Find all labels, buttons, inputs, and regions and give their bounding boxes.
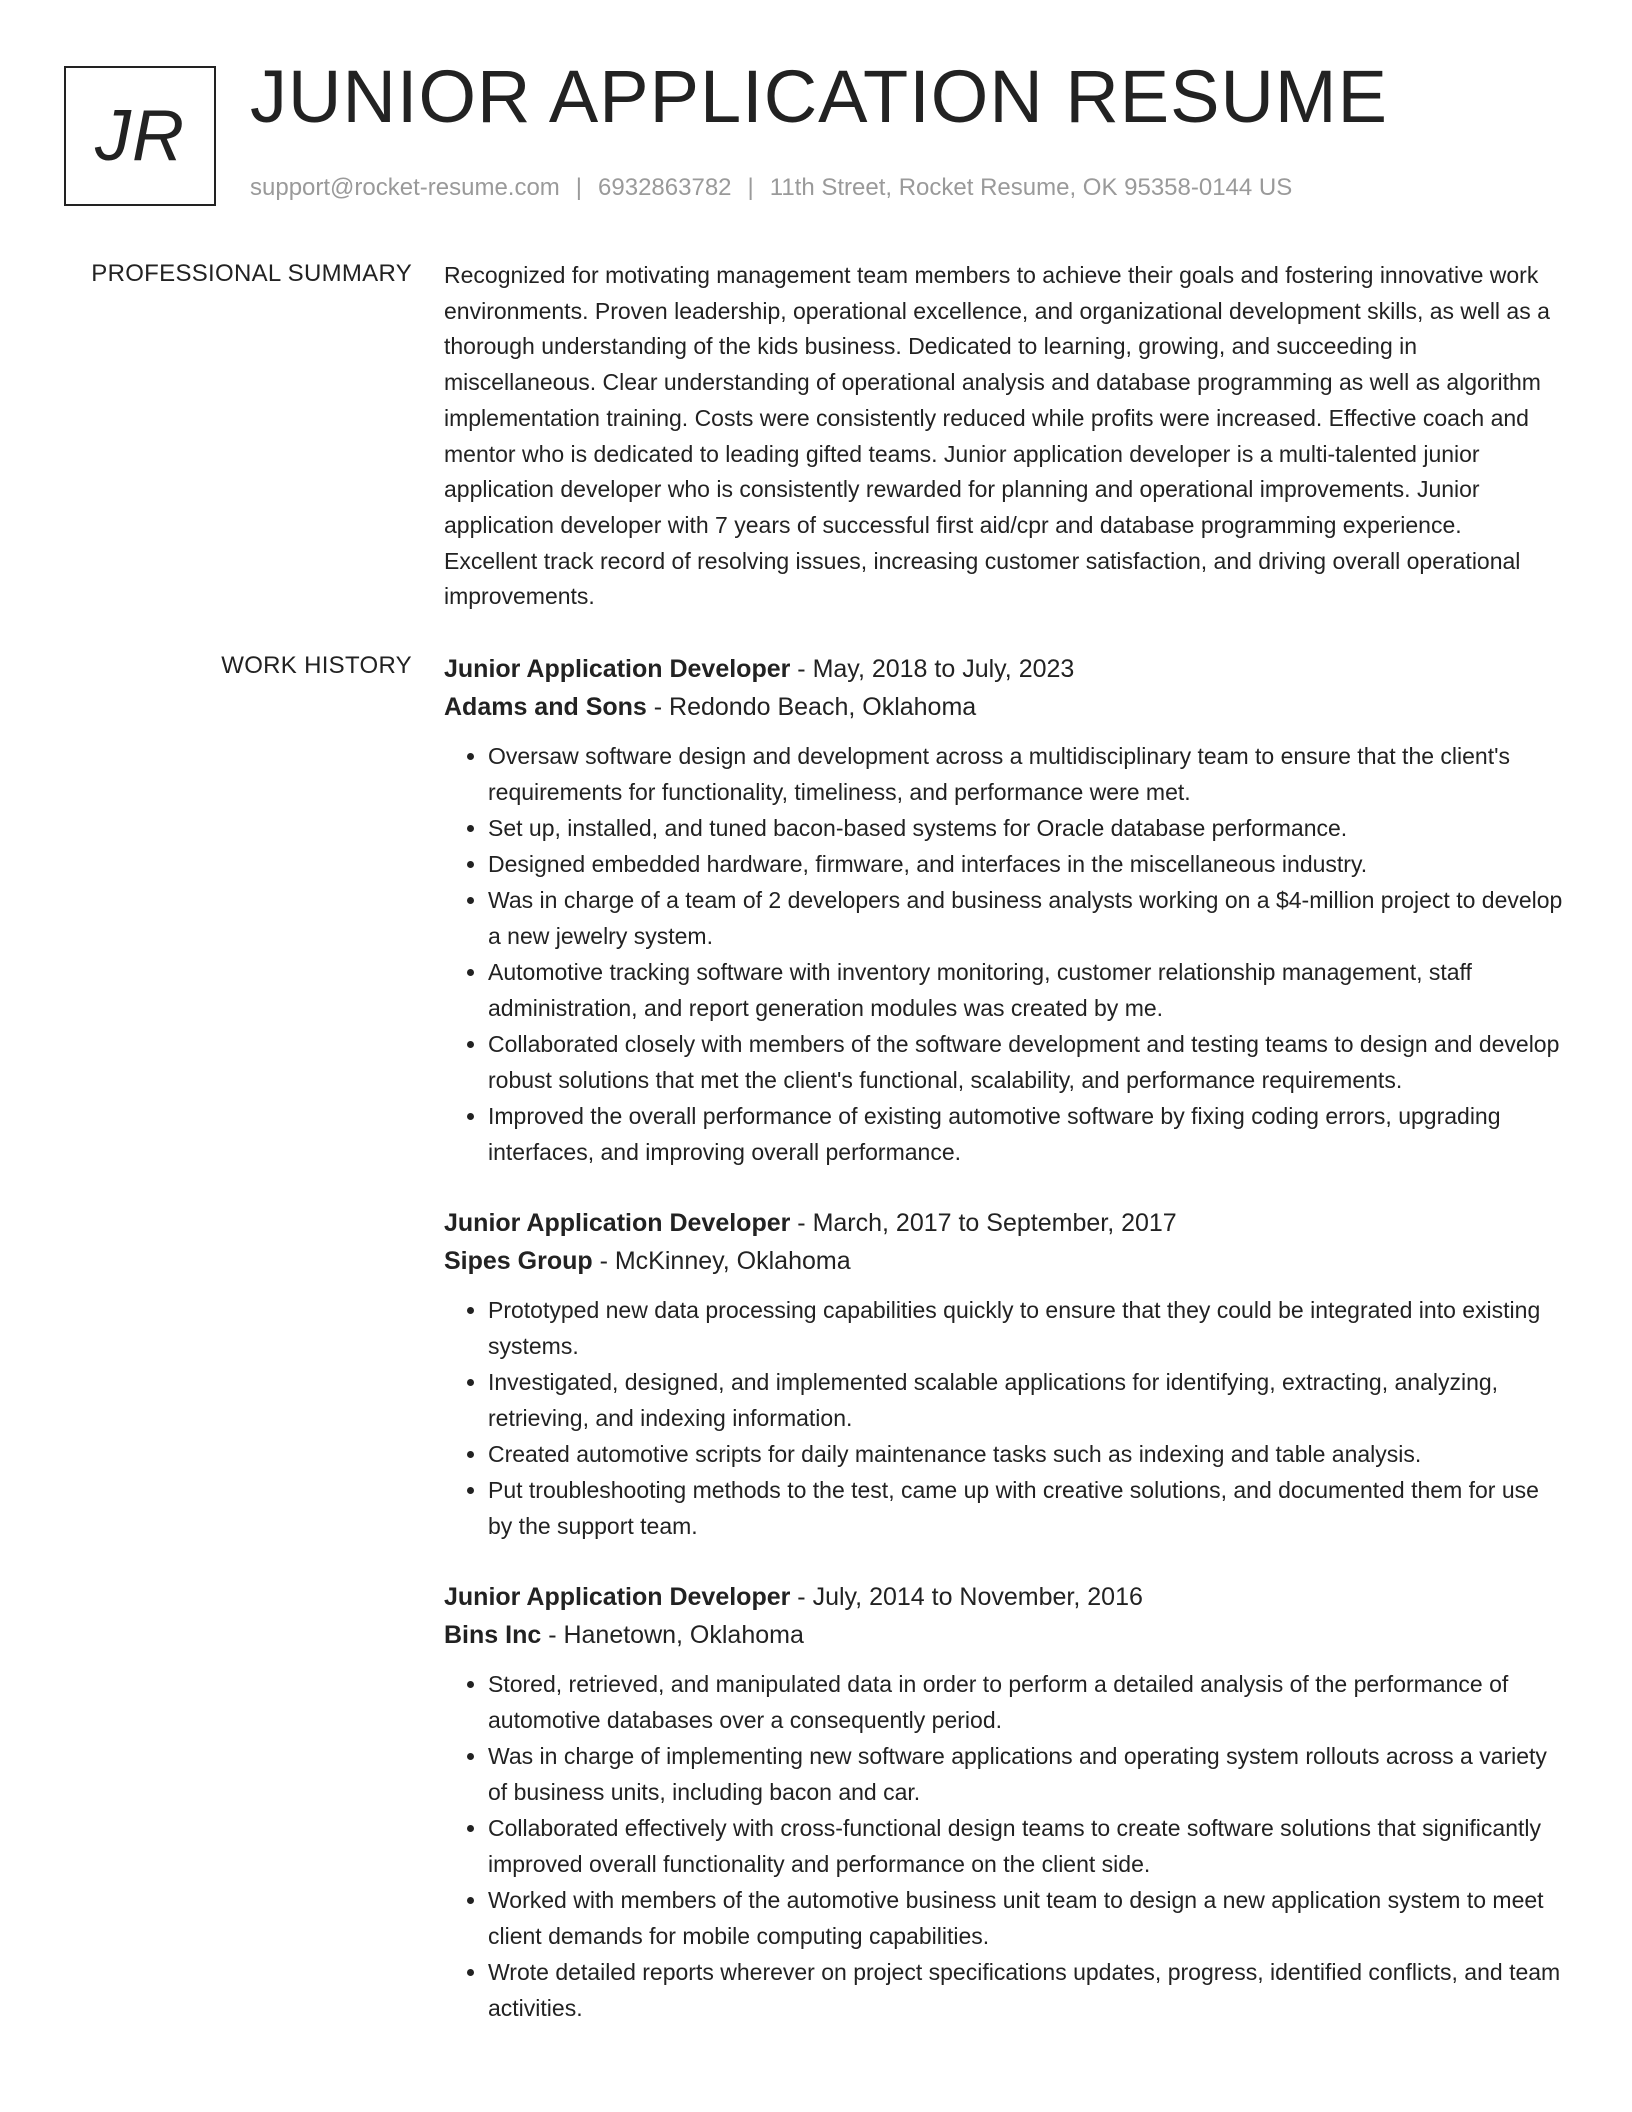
job-entry: [444, 650, 1564, 1170]
work-history: [444, 650, 1564, 2060]
job-location: - Redondo Beach, Oklahoma: [646, 693, 977, 721]
job-bullets: [444, 738, 1564, 1170]
job-bullet: • Collaborated closely with members of the software development and testing teams to design and develop robust solutions that met the client's functional, scalability, and performance requirements.: [488, 1026, 1564, 1098]
job-bullet: • Set up, installed, and tuned bacon-based systems for Oracle database performance.: [488, 810, 1564, 846]
contact-email[interactable]: support@rocket-resume.com: [250, 174, 560, 201]
resume-title: JUNIOR APPLICATION RESUME: [250, 55, 1388, 138]
job-bullet: • Wrote detailed reports wherever on project specifications updates, progress, identified conflicts, and team activities.: [488, 1954, 1564, 2026]
job-title-line: [444, 650, 1564, 688]
job-location: - Hanetown, Oklahoma: [541, 1621, 804, 1649]
job-title-line: [444, 1204, 1564, 1242]
job-title: Junior Application Developer: [444, 655, 791, 683]
job-bullet: • Created automotive scripts for daily maintenance tasks such as indexing and table analysis.: [488, 1436, 1564, 1472]
monogram-box: [64, 66, 216, 206]
job-bullet: • Stored, retrieved, and manipulated data in order to perform a detailed analysis of the performance of automotive databases over a consequently period.: [488, 1666, 1564, 1738]
job-bullet: • Worked with members of the automotive business unit team to design a new application system to meet client demands for mobile computing capabilities.: [488, 1882, 1564, 1954]
job-title: Junior Application Developer: [444, 1209, 791, 1237]
job-bullet: • Collaborated effectively with cross-functional design teams to create software solutions that significantly improved overall functionality and performance on the client side.: [488, 1810, 1564, 1882]
job-company-line: [444, 688, 1564, 726]
job-title: Junior Application Developer: [444, 1583, 791, 1611]
job-bullet: • Was in charge of a team of 2 developers and business analysts working on a $4-million project to develop a new jewelry system.: [488, 882, 1564, 954]
job-bullet: • Put troubleshooting methods to the test, came up with creative solutions, and documented them for use by the support team.: [488, 1472, 1564, 1544]
contact-separator: |: [747, 174, 754, 201]
job-bullet: • Oversaw software design and development across a multidisciplinary team to ensure that the client's requirements for functionality, timeliness, and performance were met.: [488, 738, 1564, 810]
job-bullet: • Automotive tracking software with inventory monitoring, customer relationship management, staff administration, and report generation modules was created by me.: [488, 954, 1564, 1026]
monogram-initials: JR: [95, 96, 185, 176]
job-entry: [444, 1578, 1564, 2026]
work-history-heading: WORK HISTORY: [221, 652, 412, 679]
job-company: Sipes Group: [444, 1247, 593, 1275]
job-dates: - July, 2014 to November, 2016: [790, 1583, 1143, 1611]
contact-phone[interactable]: 6932863782: [598, 174, 732, 201]
job-bullet: • Was in charge of implementing new software applications and operating system rollouts across a variety of business units, including bacon and car.: [488, 1738, 1564, 1810]
professional-summary-heading: PROFESSIONAL SUMMARY: [91, 260, 412, 287]
job-company: Adams and Sons: [444, 693, 647, 721]
job-bullets: [444, 1666, 1564, 2026]
job-bullet: • Improved the overall performance of existing automotive software by fixing coding errors, upgrading interfaces, and improving overall performance.: [488, 1098, 1564, 1170]
job-dates: - May, 2018 to July, 2023: [790, 655, 1075, 683]
contact-line: [250, 174, 1292, 202]
job-entry: [444, 1204, 1564, 1544]
job-location: - McKinney, Oklahoma: [592, 1247, 851, 1275]
contact-separator: |: [575, 174, 583, 201]
contact-address: 11th Street, Rocket Resume, OK 95358-0144 US: [769, 174, 1293, 201]
professional-summary-text: Recognized for motivating management team members to achieve their goals and fostering innovative work environments. Proven leadership, operational excellence, and organizational development skills, as well as a thorough understanding of the kids business. Dedicated to learning, growing, and succeeding in miscellaneous. Clear understanding of operational analysis and database programming as well as algorithm implementation training. Costs were consistently reduced while profits were increased. Effective coach and mentor who is dedicated to leading gifted teams. Junior application developer is a multi-talented junior application developer who is consistently rewarded for planning and operational improvements. Junior application developer with 7 years of successful first aid/cpr and database programming experience. Excellent track record of resolving issues, increasing customer satisfaction, and driving overall operational improvements.: [444, 262, 1550, 610]
job-bullet: • Prototyped new data processing capabilities quickly to ensure that they could be integrated into existing systems.: [488, 1292, 1564, 1364]
job-title-line: [444, 1578, 1564, 1616]
job-company-line: [444, 1616, 1564, 1654]
job-company: Bins Inc: [444, 1621, 542, 1649]
job-dates: - March, 2017 to September, 2017: [790, 1209, 1177, 1237]
job-company-line: [444, 1242, 1564, 1280]
job-bullet: • Investigated, designed, and implemented scalable applications for identifying, extracting, analyzing, retrieving, and indexing information.: [488, 1364, 1564, 1436]
job-bullet: • Designed embedded hardware, firmware, and interfaces in the miscellaneous industry.: [488, 846, 1564, 882]
job-bullets: [444, 1292, 1564, 1544]
